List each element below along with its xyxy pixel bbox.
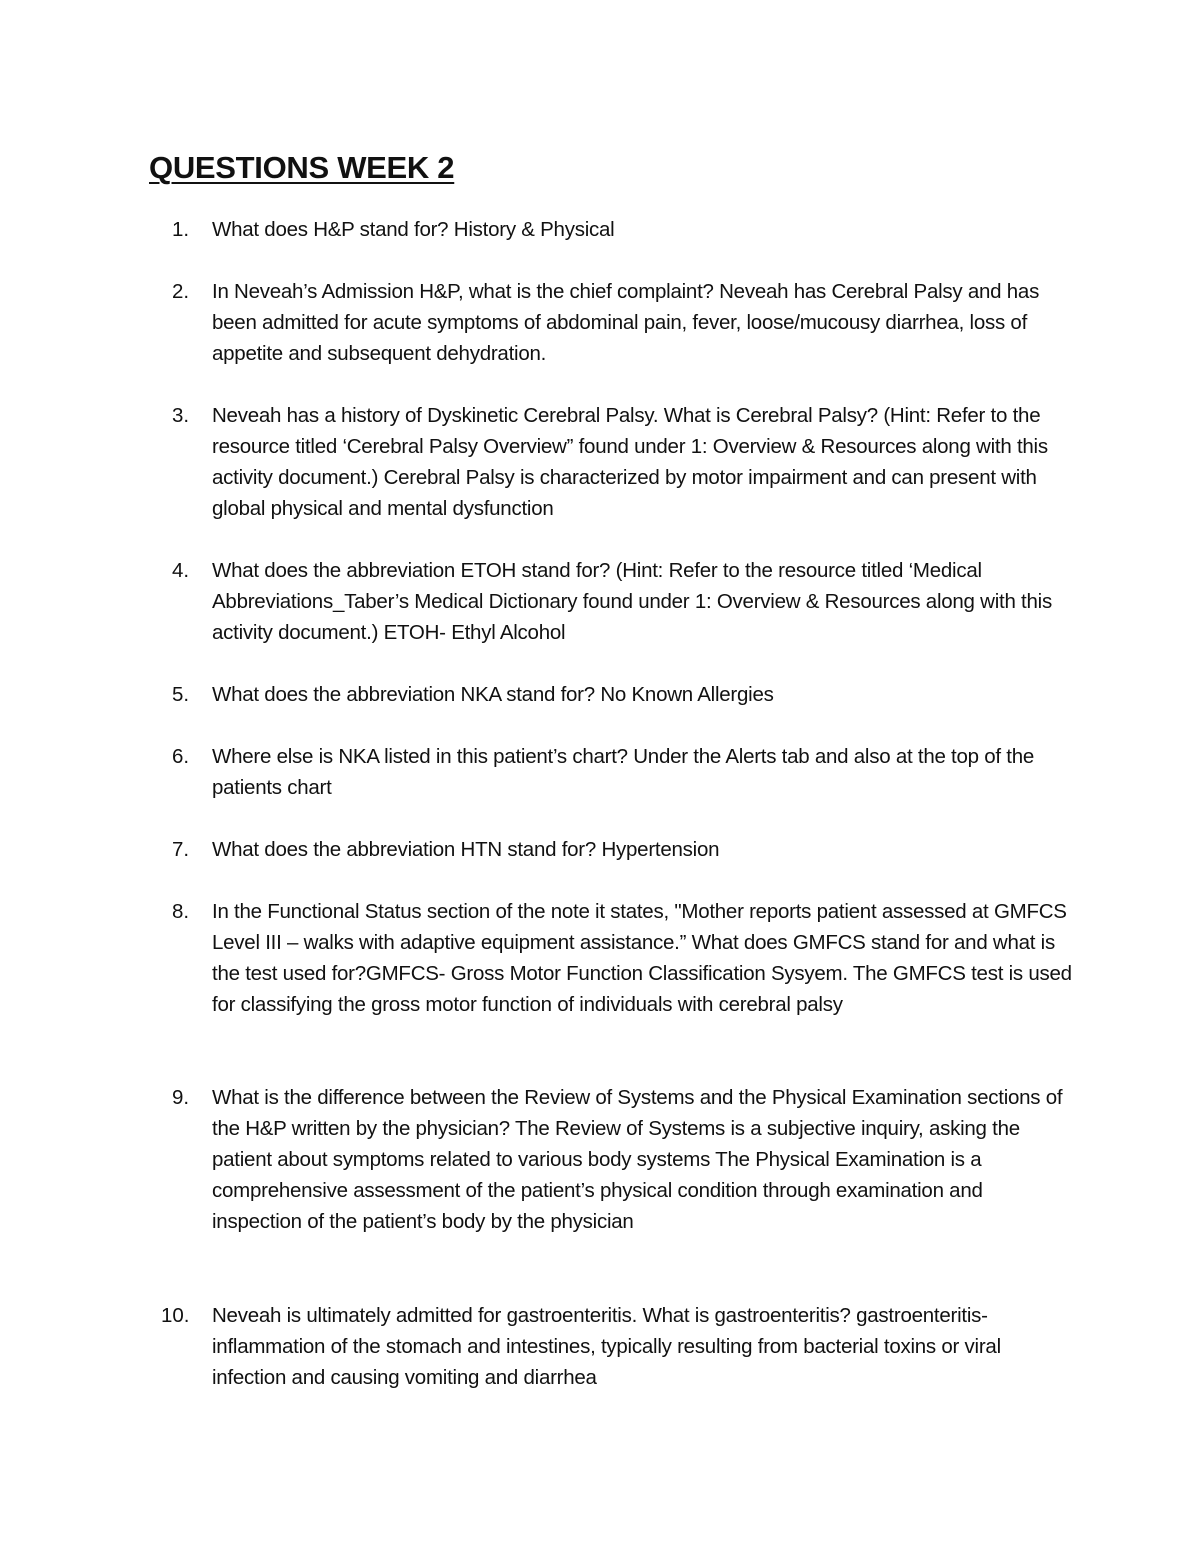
question-number: 3. (172, 404, 190, 427)
question-text: In the Functional Status section of the note it states, "Mother reports patient assessed at GMFCS Level III – walks with adaptive equipment assistance.” What does GMFCS stand for and what is the test used for?GMFCS- Gross Motor Function Classification Sysyem. The GMFCS test is used for classifying the gross motor function of individuals with cerebral palsy (212, 900, 1072, 1016)
question-number: 1. (172, 218, 190, 241)
question-number: 9. (172, 1086, 190, 1109)
question-text: What is the difference between the Review of Systems and the Physical Examination sections of the H&P written by the physician? The Review of Systems is a subjective inquiry, asking the patient about symptoms related to various body systems The Physical Examination is a comprehensive assessment of the patient’s physical condition through examination and inspection of the patient’s body by the physician (212, 1086, 1063, 1233)
question-text: Neveah is ultimately admitted for gastroenteritis. What is gastroenteritis? gastroenteritis- inflammation of the stomach and intestines, typically resulting from bacterial toxins or viral infection and causing vomiting and diarrhea (212, 1304, 1001, 1389)
question-text: What does the abbreviation NKA stand for? No Known Allergies (212, 683, 774, 706)
question-number: 8. (172, 900, 190, 923)
question-text: Neveah has a history of Dyskinetic Cerebral Palsy. What is Cerebral Palsy? (Hint: Refer to the resource titled ‘Cerebral Palsy Overview” found under 1: Overview & Resources along with this activity document.) Cerebral Palsy is characterized by motor impairment and can present with global physical and mental dysfunction (212, 404, 1048, 520)
question-number: 4. (172, 559, 190, 582)
question-number: 7. (172, 838, 190, 861)
question-number: 2. (172, 280, 190, 303)
question-text: Where else is NKA listed in this patient’s chart? Under the Alerts tab and also at the top of the patients chart (212, 745, 1035, 799)
question-text: What does H&P stand for? History & Physical (212, 218, 615, 241)
question-number: 5. (172, 683, 190, 706)
question-number: 6. (172, 745, 190, 768)
question-text: What does the abbreviation HTN stand for? Hypertension (212, 838, 720, 861)
question-text: What does the abbreviation ETOH stand for? (Hint: Refer to the resource titled ‘Medical Abbreviations_Taber’s Medical Dictionary found under 1: Overview & Resources along with this activity document.) ETOH- Ethyl Alcohol (212, 559, 1052, 644)
question-text: In Neveah’s Admission H&P, what is the chief complaint? Neveah has Cerebral Palsy and has been admitted for acute symptoms of abdominal pain, fever, loose/mucousy diarrhea, loss of appetite and subsequent dehydration. (212, 280, 1040, 365)
question-number: 10. (161, 1304, 190, 1327)
document-title: QUESTIONS WEEK 2 (149, 150, 455, 185)
